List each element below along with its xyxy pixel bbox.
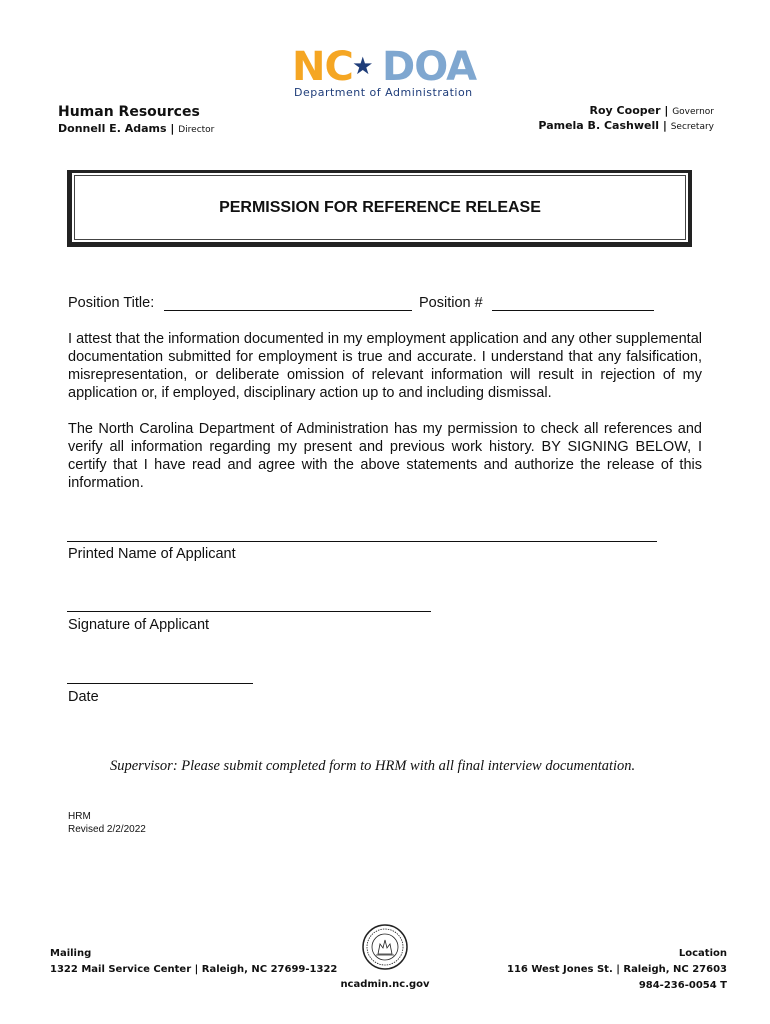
printed-name-label: Printed Name of Applicant: [68, 546, 236, 562]
secretary-name: Pamela B. Cashwell: [538, 119, 659, 132]
governor-title: Governor: [672, 107, 714, 117]
star-icon: ★: [352, 52, 374, 80]
website-link[interactable]: ncadmin.nc.gov: [340, 979, 430, 990]
department-name: Human Resources: [58, 104, 200, 120]
ncdoa-logo: [290, 44, 480, 102]
mailing-block: [50, 946, 337, 978]
mailing-label: Mailing: [50, 948, 92, 959]
supervisor-note: Supervisor: Please submit completed form to HRM with all final interview documentation.: [110, 758, 636, 774]
director-title: Director: [178, 125, 215, 135]
date-field[interactable]: [67, 683, 253, 684]
position-title-field[interactable]: [164, 310, 412, 311]
mailing-address: 1322 Mail Service Center | Raleigh, NC 27699-1322: [50, 964, 338, 975]
secretary-title: Secretary: [670, 122, 714, 132]
logo-doa-text: DOA: [382, 44, 477, 90]
form-title: PERMISSION FOR REFERENCE RELEASE: [74, 175, 686, 240]
form-title-box: [67, 170, 692, 247]
director-name: Donnell E. Adams: [58, 122, 167, 135]
director-line: Donnell E. Adams | Director: [58, 122, 215, 135]
date-label: Date: [68, 689, 99, 705]
hrm-block: [68, 810, 146, 836]
location-address: 116 West Jones St. | Raleigh, NC 27603: [507, 964, 727, 975]
location-label: Location: [678, 948, 727, 959]
signature-field[interactable]: [67, 611, 431, 612]
governor-name: Roy Cooper: [589, 104, 661, 117]
state-seal-icon: [362, 924, 408, 970]
location-block: [507, 946, 727, 994]
hrm-label: HRM: [68, 811, 91, 822]
logo-subtitle: Department of Administration: [294, 86, 473, 99]
position-number-label: Position #: [419, 295, 483, 311]
secretary-line: Pamela B. Cashwell | Secretary: [538, 119, 714, 132]
revised-date: Revised 2/2/2022: [68, 824, 146, 835]
signature-label: Signature of Applicant: [68, 617, 210, 633]
printed-name-field[interactable]: [67, 541, 657, 542]
logo-nc-text: NC: [292, 44, 353, 90]
position-number-field[interactable]: [492, 310, 654, 311]
permission-paragraph: The North Carolina Department of Administration has my permission to check all references and verify all information regarding my present and previous work history. BY SIGNING BELOW, I certify that I have read and agree with the above statements and authorize the release of this information.: [68, 421, 702, 491]
attestation-paragraph: I attest that the information documented in my employment application and any other supplemental documentation submitted for employment is true and accurate. I understand that any falsification, misrepresentation, or deliberate omission of relevant information will result in rejection of my application or, if employed, disciplinary action up to and including dismissal.: [68, 331, 702, 401]
phone-number: 984-236-0054 T: [638, 980, 727, 991]
position-title-label: Position Title:: [68, 295, 155, 311]
governor-line: Roy Cooper | Governor: [589, 104, 714, 117]
